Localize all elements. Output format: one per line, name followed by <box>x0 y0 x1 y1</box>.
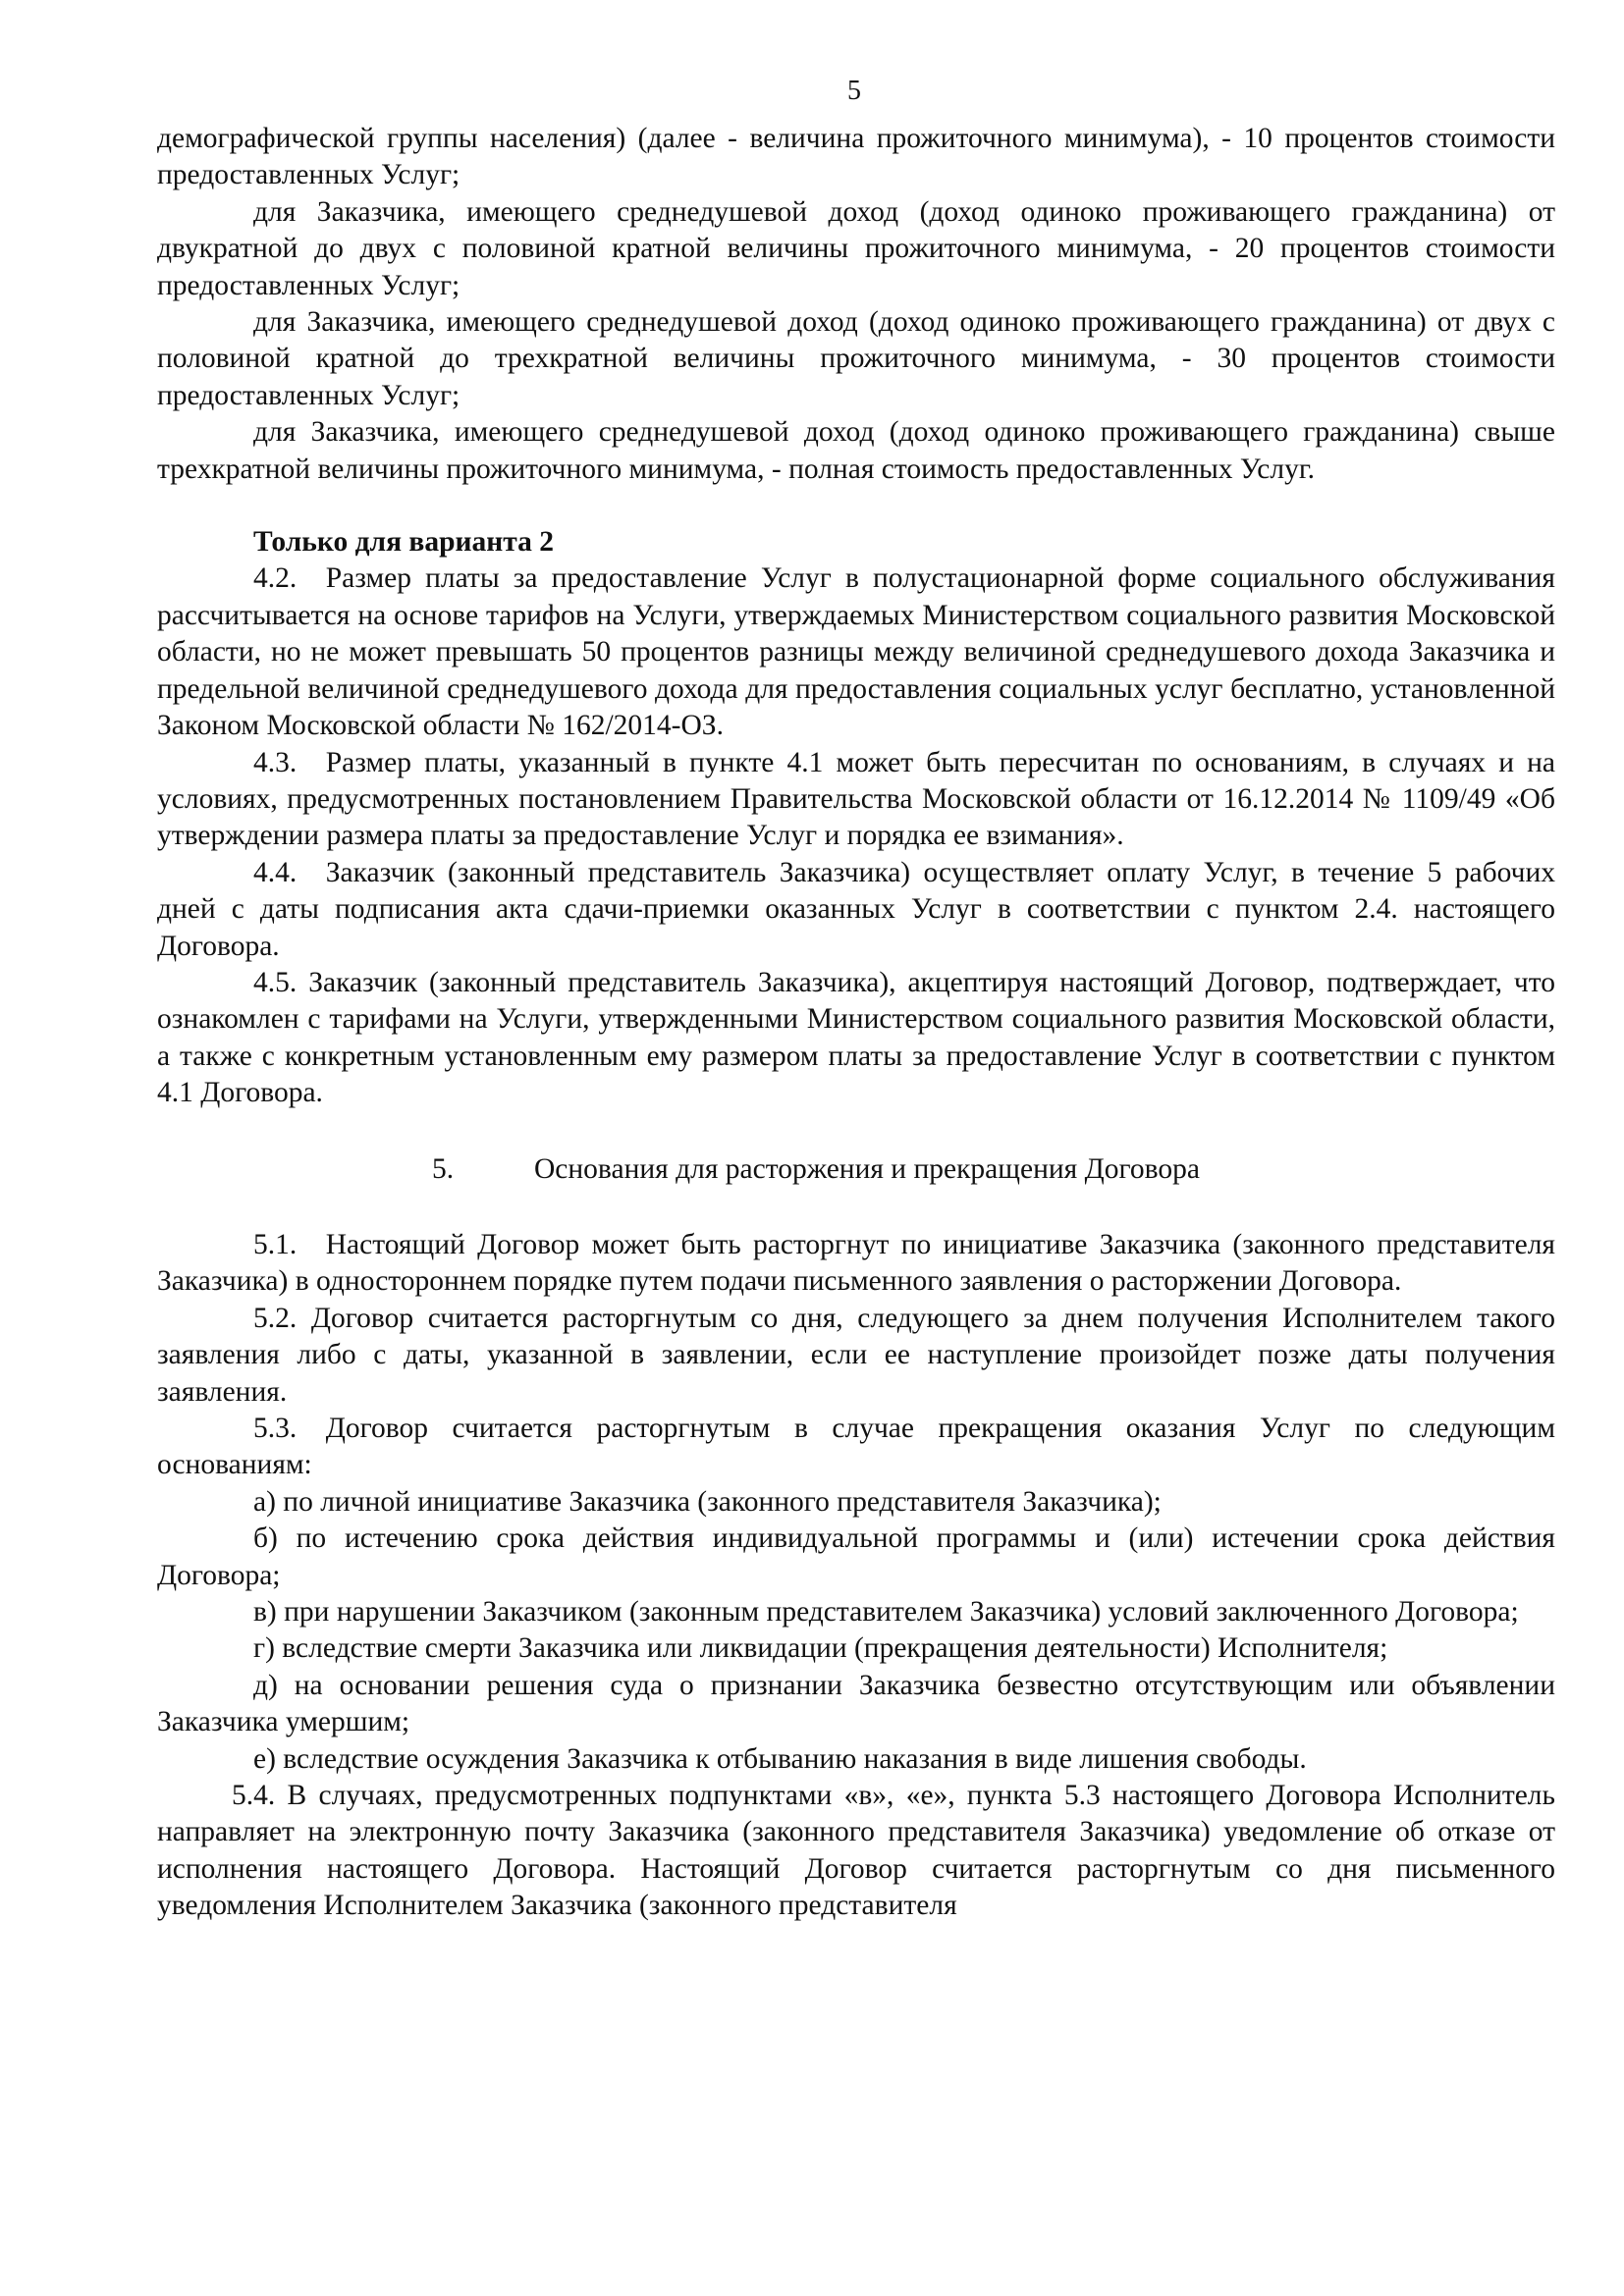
clause-4-5: 4.5. Заказчик (законный представитель Заказчика), акцептируя настоящий Договор, подтверждает, что ознакомлен с тарифами на Услуги, утвержденными Министерством социального развития Московской области, а также с конкретным установленным ему размером платы за предоставление Услуг в соответствии с пунктом 4.1 Договора. <box>157 966 1555 1109</box>
clause-5-4: 5.4. В случаях, предусмотренных подпунктами «в», «е», пункта 5.3 настоящего Договора Исполнитель направляет на электронную почту Заказчика (законного представителя Заказчика) уведомление об отказе от исполнения настоящего Договора. Настоящий Договор считается расторгнутым со дня письменного уведомления Исполнителем Заказчика (законного представителя <box>157 1780 1555 1922</box>
clause-5-3-a: а) по личной инициативе Заказчика (законного представителя Заказчика); <box>253 1485 1162 1518</box>
page-number: 5 <box>847 76 861 106</box>
clause-5-2: 5.2. Договор считается расторгнутым со дня, следующего за днем получения Исполнителем такого заявления либо с даты, указанной в заявлении, если ее наступление произойдет позже даты получения заявления. <box>157 1302 1555 1408</box>
clause-5-3-v: в) при нарушении Заказчиком (законным представителем Заказчика) условий заключенного Договора; <box>253 1596 1519 1629</box>
clause-5-3-d: д) на основании решения суда о признании Заказчика безвестно отсутствующим или объявлении Заказчика умершим; <box>157 1669 1555 1738</box>
spacer <box>157 1188 1555 1227</box>
document-body <box>157 121 1555 1925</box>
clause-4-4: 4.4. Заказчик (законный представитель Заказчика) осуществляет оплату Услуг, в течение 5 рабочих дней с даты подписания акта сдачи-приемки оказанных Услуг в соответствии с пунктом 2.4. настоящего Договора. <box>157 856 1555 962</box>
spacer <box>157 488 1555 524</box>
clause-5-3-g: г) вследствие смерти Заказчика или ликвидации (прекращения деятельности) Исполнителя; <box>253 1632 1388 1665</box>
clause-5-3-b: б) по истечению срока действия индивидуальной программы и (или) истечении срока действия Договора; <box>157 1522 1555 1591</box>
paragraph-income-10pct: демографической группы населения) (далее - величина прожиточного минимума), - 10 процентов стоимости предоставленных Услуг; <box>157 123 1555 191</box>
section-5-heading <box>157 1151 1555 1188</box>
clause-5-1: 5.1. Настоящий Договор может быть расторгнут по инициативе Заказчика (законного представителя Заказчика) в одностороннем порядке путем подачи письменного заявления о расторжении Договора. <box>157 1228 1555 1298</box>
paragraph-income-full: для Заказчика, имеющего среднедушевой доход (доход одиноко проживающего гражданина) свыше трехкратной величины прожиточного минимума, - полная стоимость предоставленных Услуг. <box>157 416 1555 485</box>
clause-4-3: 4.3. Размер платы, указанный в пункте 4.1 может быть пересчитан по основаниям, в случаях и на условиях, предусмотренных постановлением Правительства Московской области от 16.12.2014 № 1109/49 «Об утверждении размера платы за предоставление Услуг и порядка ее взимания». <box>157 746 1555 852</box>
paragraph-income-20pct: для Заказчика, имеющего среднедушевой доход (доход одиноко проживающего гражданина) от двукратной до двух с половиной кратной величины прожиточного минимума, - 20 процентов стоимости предоставленных Услуг; <box>157 195 1555 301</box>
clause-5-3-e: е) вследствие осуждения Заказчика к отбыванию наказания в виде лишения свободы. <box>253 1742 1307 1775</box>
variant-heading: Только для варианта 2 <box>253 526 554 559</box>
clause-4-2: 4.2. Размер платы за предоставление Услуг в полустационарной форме социального обслуживания рассчитывается на основе тарифов на Услуги, утверждаемых Министерством социального развития Московской области, но не может превышать 50 процентов разницы между величиной среднедушевого дохода Заказчика и предельной величиной среднедушевого дохода для предоставления социальных услуг бесплатно, установленной Законом Московской области № 162/2014-ОЗ. <box>157 562 1555 742</box>
clause-5-3: 5.3. Договор считается расторгнутым в случае прекращения оказания Услуг по следующим основаниям: <box>157 1413 1555 1481</box>
section-5-title: Основания для расторжения и прекращения Договора <box>534 1152 1200 1185</box>
paragraph-income-30pct: для Заказчика, имеющего среднедушевой доход (доход одиноко проживающего гражданина) от двух с половиной кратной до трехкратной величины прожиточного минимума, - 30 процентов стоимости предоставленных Услуг; <box>157 306 1555 411</box>
spacer <box>157 1112 1555 1151</box>
section-5-number: 5. <box>432 1152 455 1185</box>
